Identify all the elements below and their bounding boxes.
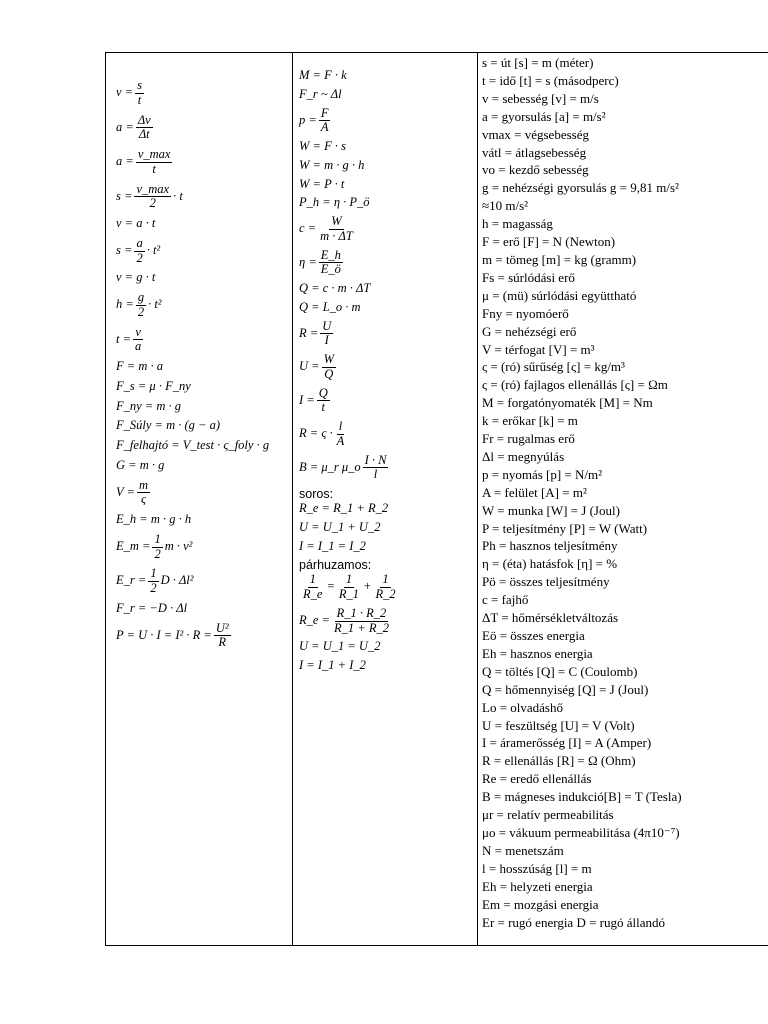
definition-line: V = térfogat [V] = m³ [482,341,595,357]
formula [299,282,477,296]
formula-lhs: a = [116,154,134,169]
denominator: Q [324,366,334,381]
numerator: W [331,214,342,228]
fraction [214,622,231,651]
formula-text: W = m · g · h [299,157,365,172]
denominator: m · ΔT [320,228,353,243]
formula [299,454,477,483]
denominator: R_e [303,587,323,601]
definition-line: R = ellenállás [R] = Ω (Ohm) [482,753,636,769]
definition-line: g = nehézségi gyorsulás g = 9,81 m/s² [482,180,679,196]
definition-line: W = munka [W] = J (Joul) [482,502,620,518]
definition-line: ≈10 m/s² [482,198,529,214]
formula [299,107,477,136]
fraction [133,326,143,355]
denominator: ς [140,492,147,507]
fraction [335,420,347,449]
formula-text: F_r ~ Δl [299,86,342,101]
formula [299,353,477,382]
formula-column-2 [293,53,478,945]
formula-text: G = m · g [116,457,165,472]
formula-lhs: η = [299,254,317,269]
formula-lhs: P = U · I = I² · R = [116,627,212,642]
denominator: A [336,433,345,448]
formula [116,114,292,143]
fraction [148,567,158,596]
formula [116,291,292,320]
fraction [332,607,391,636]
definition-line: t = idő [t] = s (másodperc) [482,72,619,88]
formula-text: R_e = R_1 + R_2 [299,501,389,515]
definition-line: μ = (mü) súrlódási együttható [482,287,637,303]
formula-text: Q = L_o · m [299,299,361,314]
formula [299,69,477,83]
fraction [137,479,150,508]
formula-text: F_felhajtó = V_test · ς_foly · g [116,438,270,452]
definition-line: μr = relatív permeabilitás [482,807,614,823]
definition-line: M = forgatónyomaték [M] = Nm [482,395,653,411]
definition-line: Q = töltés [Q] = C (Coulomb) [482,663,638,679]
formula-rhs: m · v² [164,538,193,553]
formula-rhs: · t² [148,297,162,312]
definition-line: l = hosszúság [l] = m [482,860,592,876]
formula [116,459,292,473]
numerator: E_h [320,247,341,262]
formula-operator: + [363,579,372,594]
fraction [319,107,331,136]
denominator: 2 [149,196,156,211]
definition-line: μo = vákuum permeabilitása (4π10⁻⁷) [482,824,680,840]
fraction [152,533,162,562]
definition-line: Eh = helyzeti energia [482,878,593,894]
fraction [136,291,146,320]
formula-rhs: D · Δl² [160,573,194,588]
fraction [134,237,144,266]
denominator: R_1 [338,587,360,601]
denominator: R_1 + R_2 [334,620,389,635]
formula [116,513,292,527]
formula-text: M = F · k [299,68,347,82]
definition-line: G = nehézségi erő [482,323,577,339]
formula [116,567,292,596]
definition-line: Q = hőmennyiség [Q] = J (Joul) [482,681,649,697]
section-label: soros: [299,487,334,501]
formula-lhs: t = [116,331,132,346]
definition-line: Em = mozgási energia [482,896,599,912]
formula [116,380,292,394]
formula-text: F_r = −D · Δl [116,600,188,615]
definition-line: B = mágneses indukció[B] = T (Tesla) [482,789,682,805]
formula [299,301,477,315]
fraction [320,320,333,349]
formula [116,183,292,212]
formula-text: F_s = μ · F_ny [116,378,191,393]
numerator: v_max [137,147,171,161]
formula-text: E_h = m · g · h [116,512,192,526]
formula-lhs: B = μ_r μ_o [299,459,361,474]
formula-lhs: R = ς · [299,426,333,441]
denominator: I [324,333,329,348]
formula-lhs: V = [116,484,135,499]
denominator: R_2 [375,587,396,601]
fraction [134,183,171,212]
formula-text: U = U_1 + U_2 [299,519,381,534]
formula [116,479,292,508]
definition-line: Fs = súrlódási erő [482,269,575,285]
formula-text: F_Súly = m · (g − a) [116,418,221,433]
numerator: Δv [137,112,151,127]
formula-lhs: I = [299,392,315,407]
formula-lhs: c = [299,221,317,236]
formula-text: I = I_1 + I_2 [299,658,366,672]
numerator: 1 [154,531,161,546]
fraction [317,387,330,416]
numerator: g [137,290,145,304]
formula [299,88,477,102]
formula-text: v = a · t [116,216,156,230]
definition-line: p = nyomás [p] = N/m² [482,466,603,482]
formula-lhs: s = [116,242,133,257]
definition-line: vmax = végsebesség [482,126,589,142]
formula-lhs: s = [116,188,133,203]
fraction [363,454,389,483]
formula [299,196,477,210]
formula [116,622,292,651]
definitions-column [478,53,768,945]
numerator: 1 [382,572,389,587]
formula [299,521,477,535]
definition-line: Fny = nyomóerő [482,305,569,321]
numerator: W [323,352,335,366]
numerator: Q [318,385,328,400]
formula [299,140,477,154]
formula [116,419,292,433]
formula [116,602,292,616]
formula-lhs: R_e = [299,612,330,627]
formula-lhs: p = [299,112,317,127]
formula [299,502,477,516]
denominator: t [152,161,156,176]
formula [299,249,477,278]
definition-line: a = gyorsulás [a] = m/s² [482,108,606,124]
fraction [337,573,361,602]
formula-text: v = g · t [116,270,156,285]
formula [299,573,477,602]
formula-lhs: h = [116,297,134,312]
denominator: t [321,400,325,415]
denominator: Δt [138,127,150,142]
formula [299,215,477,244]
definition-line: Eö = összes energia [482,628,585,643]
fraction [301,573,324,602]
denominator: 2 [154,546,161,561]
numerator: l [338,419,343,433]
formula-lhs: R = [299,325,319,340]
definition-line: ΔT = hőmérsékletváltozás [482,610,619,626]
formula [116,533,292,562]
formula [299,320,477,349]
numerator: I · N [364,452,387,467]
fraction [136,148,173,177]
numerator: v [135,324,141,339]
formula-table [105,52,768,946]
denominator: 2 [136,250,143,265]
formula [116,237,292,266]
formula [299,178,477,192]
formula [116,79,292,108]
definition-line: k = erőkar [k] = m [482,413,578,429]
definition-line: v = sebesség [v] = m/s [482,90,599,106]
formula [299,659,477,673]
numerator: 1 [309,572,316,587]
definition-line: η = (éta) hatásfok [η] = % [482,556,618,572]
definition-line: N = menetszám [482,842,564,858]
numerator: U² [215,620,229,635]
formula-lhs: E_r = [116,573,147,588]
numerator: v_max [136,181,170,196]
fraction [373,573,397,602]
definition-line: c = fajhő [482,592,529,608]
numerator: s [137,78,142,92]
definition-line: Ph = hasznos teljesítmény [482,538,618,554]
fraction [319,249,343,278]
denominator: R [218,635,227,650]
denominator: A [320,120,329,135]
definition-line: m = tömeg [m] = kg (gramm) [482,251,637,267]
formula-lhs: a = [116,119,134,134]
formula [116,400,292,414]
formula [299,640,477,654]
formula [116,439,292,453]
formula [116,271,292,285]
denominator: 2 [150,581,157,595]
formula [299,387,477,416]
formula-lhs: v = [116,85,134,100]
definition-line: Δl = megnyúlás [482,448,565,464]
formula-column-1 [106,53,293,945]
definition-line: Fr = rugalmas erő [482,431,575,447]
definition-line: U = feszültség [U] = V (Volt) [482,717,635,733]
formula-rhs: = [326,579,335,594]
section-label: párhuzamos: [299,558,372,573]
formula [299,540,477,554]
definition-line: Re = eredő ellenállás [482,771,592,787]
formula-text: I = I_1 = I_2 [299,538,366,553]
definition-line: Eh = hasznos energia [482,645,593,661]
formula-text: W = P · t [299,176,345,191]
definition-line: A = felület [A] = m² [482,484,587,500]
fraction [318,215,355,244]
formula [299,159,477,173]
definition-line: I = áramerősség [I] = A (Amper) [482,735,652,751]
definition-line: vo = kezdő sebesség [482,162,589,178]
formula-text: Q = c · m · ΔT [299,281,371,295]
numerator: F [320,105,329,120]
numerator: m [138,477,149,492]
formula [116,217,292,231]
definition-line: Er = rugó energia D = rugó állandó [482,914,666,930]
definition-line: Pö = összes teljesítmény [482,574,610,590]
formula-rhs: · t [173,188,183,203]
formula-lhs: E_m = [116,538,151,553]
definition-line: Lo = olvadáshő [482,699,563,715]
formula-text: F_ny = m · g [116,398,182,413]
fraction [322,353,336,382]
definition-line: s = út [s] = m (méter) [482,55,594,70]
fraction [136,114,153,143]
definition-line: ς = (ró) sűrűség [ς] = kg/m³ [482,359,625,375]
formula-text: F = m · a [116,359,163,373]
numerator: R_1 · R_2 [336,605,387,620]
definition-line: h = magasság [482,216,553,232]
formula-text: W = F · s [299,139,346,153]
definition-line: vátl = átlagsebesség [482,144,587,160]
denominator: 2 [137,304,145,319]
formula [299,420,477,449]
formula-lhs: U = [299,359,320,374]
denominator: a [135,339,142,354]
numerator: a [136,235,143,250]
numerator: 1 [150,566,157,581]
denominator: t [137,92,142,107]
definition-line: P = teljesítmény [P] = W (Watt) [482,520,648,536]
formula-rhs: · t² [146,242,161,257]
numerator: 1 [345,572,353,587]
formula [299,607,477,636]
fraction [135,79,144,108]
formula-text: P_h = η · P_ö [299,195,370,210]
formula [116,326,292,355]
formula [116,148,292,177]
denominator: E_ö [320,262,341,277]
denominator: l [373,467,378,482]
definition-line: F = erő [F] = N (Newton) [482,234,616,250]
definition-line: ς = (ró) fajlagos ellenállás [ς] = Ωm [482,377,668,393]
formula [116,360,292,374]
formula-text: U = U_1 = U_2 [299,639,381,654]
numerator: U [322,318,332,333]
